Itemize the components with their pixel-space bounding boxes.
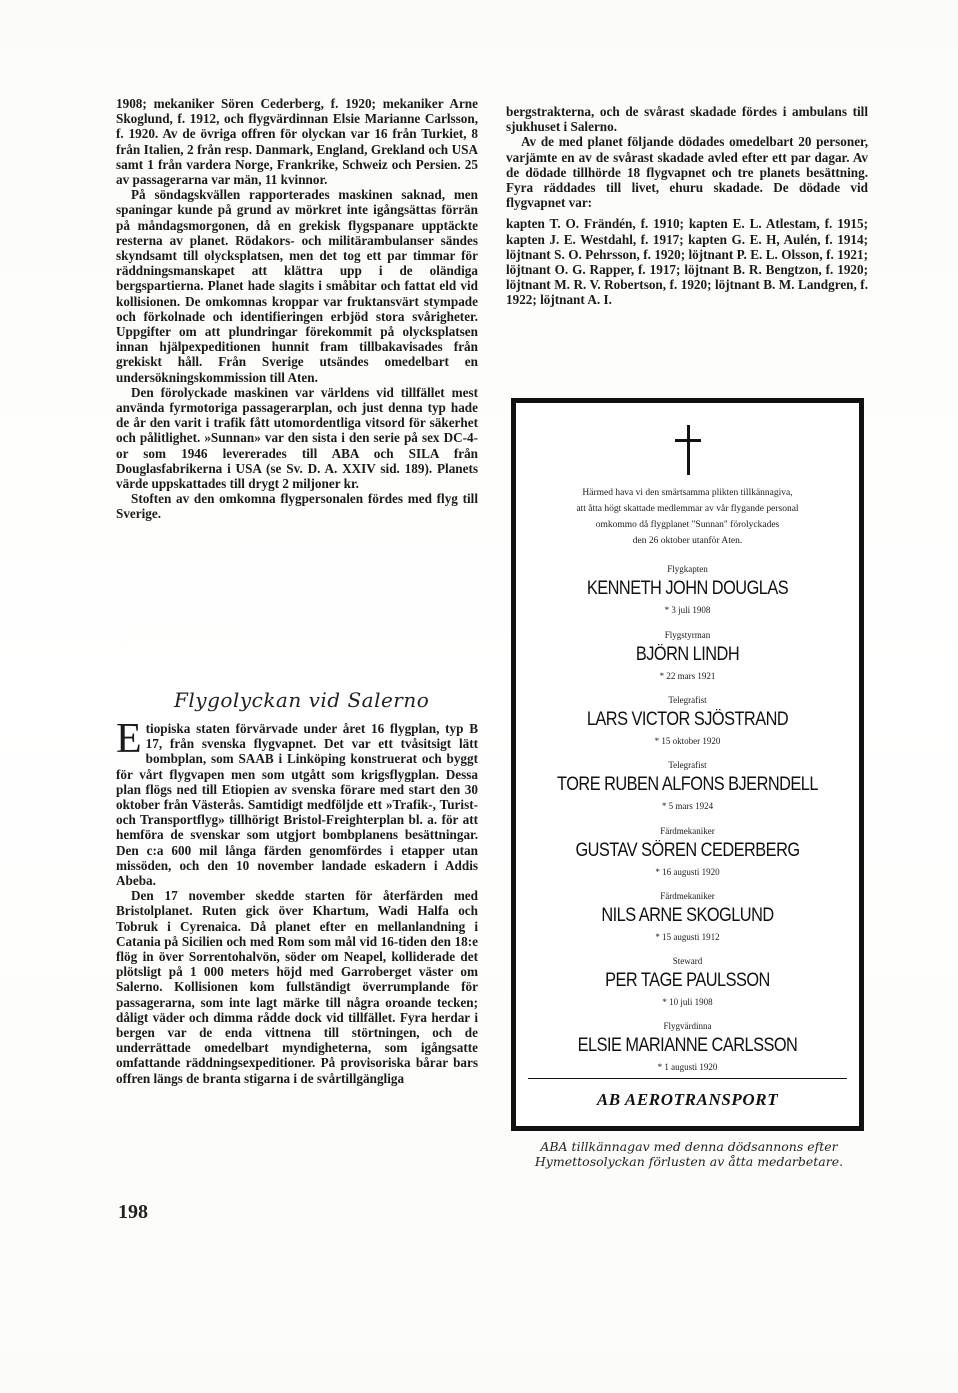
notice-person bbox=[516, 890, 859, 943]
left-paragraph-3: Den förolyckade maskinen var världens vid tillfället mest använda fyrmotoriga passagerarplan, och just denna typ hade de år den varit i trafik fått utomordentliga vitsord för säkerhet och pålitlighet. »Sunnan» var den sista i den serie på sex DC-4-or som 1946 levererades till ABA och SILA från Douglasfabrikerna i USA (se Sv. D. A. XXIV sid. 189). Planets värde uppskattades till drygt 2 miljoner kr. bbox=[116, 384, 478, 492]
person-role: Färdmekaniker bbox=[660, 826, 715, 836]
company-name: AB AEROTRANSPORT bbox=[596, 1090, 779, 1109]
right-column bbox=[506, 104, 868, 308]
notice-person bbox=[516, 759, 859, 812]
article-body bbox=[116, 716, 478, 1086]
right-paragraph-2: Av de med planet följande dödades omedelbart 20 personer, varjämte en av de svårast skadade avled efter ett par dagar. Av de dödade tillhörde 18 flygvapnet och tre planets besättning. Fyra räddades till livet, ehuru skadade. De dödade vid flygvapnet var: bbox=[506, 134, 868, 211]
person-role: Steward bbox=[672, 956, 703, 966]
left-column bbox=[116, 96, 478, 522]
left-paragraph-4: Stoften av den omkomna flygpersonalen fördes med flyg till Sverige. bbox=[116, 491, 478, 522]
notice-person bbox=[516, 629, 859, 682]
person-name: ELSIE MARIANNE CARLSSON bbox=[577, 1035, 798, 1056]
article-paragraph-1: tiopiska staten förvärvade under året 16 flygplan, typ B 17, från svenska flygvapnet. Det var ett tvåsitsigt lätt bombplan, som SAAB i Linköping konstruerat och byggt för vårt flygvapen men som utgått som krigsflygplan. Dessa plan flögs ned till Etiopien av svenska förare med start den 30 oktober från Västerås. Samtidigt medföljde ett »Trafik-, Turist- och Transportflyg» tillhörigt Bristol-Freighterplan bl. a. för att hemföra de svenskar som utgjort bombplanens besättningar. Den c:a 600 mil långa färden genomfördes i etapper utan missöden, och den 10 november landade eskadern i Addis Abeba. bbox=[116, 721, 478, 889]
cross-icon bbox=[516, 425, 859, 475]
notice-intro-line: omkommo då flygplanet "Sunnan" förolyckades bbox=[595, 520, 780, 530]
notice-caption: ABA tillkännagav med denna dödsannons efter Hymettosolyckan förlusten av åtta medarbetare. bbox=[534, 1139, 844, 1169]
person-born: * 16 augusti 1920 bbox=[655, 867, 720, 877]
notice-person bbox=[516, 563, 859, 616]
notice-divider bbox=[528, 1078, 847, 1079]
person-born: * 3 juli 1908 bbox=[664, 605, 711, 615]
notice-person bbox=[516, 1020, 859, 1073]
person-born: * 1 augusti 1920 bbox=[657, 1062, 718, 1072]
person-name: NILS ARNE SKOGLUND bbox=[601, 905, 774, 926]
notice-intro-line: den 26 oktober utanför Aten. bbox=[632, 536, 743, 546]
person-role: Färdmekaniker bbox=[660, 891, 715, 901]
death-notice bbox=[511, 398, 864, 1131]
notice-person bbox=[516, 955, 859, 1008]
person-role: Flygvärdinna bbox=[663, 1021, 712, 1031]
person-role: Telegrafist bbox=[668, 760, 707, 770]
article-heading: Flygolyckan vid Salerno bbox=[174, 688, 430, 712]
person-born: * 5 mars 1924 bbox=[661, 801, 714, 811]
person-name: BJÖRN LINDH bbox=[635, 644, 740, 665]
person-born: * 10 juli 1908 bbox=[662, 997, 713, 1007]
person-born: * 15 augusti 1912 bbox=[655, 932, 720, 942]
drop-cap: E bbox=[116, 716, 142, 762]
notice-person bbox=[516, 825, 859, 878]
person-name: KENNETH JOHN DOUGLAS bbox=[586, 578, 789, 599]
notice-intro bbox=[536, 485, 839, 549]
page-number: 198 bbox=[118, 1201, 148, 1223]
person-name: GUSTAV SÖREN CEDERBERG bbox=[575, 840, 800, 861]
right-paragraph-1: bergstrakterna, och de svårast skadade fördes i ambulans till sjukhuset i Salerno. bbox=[506, 104, 868, 135]
person-name: LARS VICTOR SJÖSTRAND bbox=[586, 709, 789, 730]
person-born: * 15 oktober 1920 bbox=[654, 736, 721, 746]
article-paragraph-2: Den 17 november skedde starten för återfärden med Bristolplanet. Ruten gick över Khartum, Wadi Halfa och Tobruk i Cyrenaica. Då planet efter en mellanlandning i Catania på Sicilien och med Rom som mål vid 16-tiden den 18:e flög in över Sorrentohalvön, söder om Neapel, kolliderade det plötsligt på 1 000 meters höjd med Garroberget väster om Salerno. Kollisionen kom fullständigt överrumplande för passagerarna, som inte lagt märke till några oroande tecken; dåligt väder och dimma rådde dock vid tillfället. Fyra herdar i bergen var de enda vittnena till störtningen, och de underrättade omedelbart myndigheterna, som igångsatte omfattande räddningsexpeditioner. På provisoriska bårar bars offren längs de branta stigarna i de svårtillgängliga bbox=[116, 888, 478, 1086]
person-name: TORE RUBEN ALFONS BJERNDELL bbox=[557, 774, 818, 795]
person-role: Flygstyrman bbox=[664, 630, 711, 640]
person-role: Telegrafist bbox=[668, 695, 707, 705]
left-paragraph-2: På söndagskvällen rapporterades maskinen saknad, men spaningar kunde på grund av mörkret inte igångsättas förrän på måndagsmorgonen, då en grekisk flygspanare upptäckte resterna av planet. Rödakors- och militärambulanser sändes skyndsamt till olycksplatsen, men det tog ett par timmar för räddningsmanskapet att klättra upp i de oländiga bergspartierna. Planet hade slagits i småbitar och fattat eld vid kollisionen. De omkomnas kroppar var fruktansvärt stympade och förkolnade och identifieringen erbjöd stora svårigheter. Uppgifter om att plundringar förekommit på olycksplatsen innan hjälpexpeditionen hunnit fram tillbakavisades från grekiskt håll. Från Sverige utsändes omedelbart en undersökningskommission till Aten. bbox=[116, 187, 478, 385]
person-name: PER TAGE PAULSSON bbox=[605, 970, 770, 991]
person-role: Flygkapten bbox=[667, 564, 708, 574]
notice-person bbox=[516, 694, 859, 747]
left-paragraph-1: 1908; mekaniker Sören Cederberg, f. 1920; mekaniker Arne Skoglund, f. 1912, och flygvärdinnan Elsie Marianne Carlsson, f. 1920. Av de övriga offren för olyckan var 16 från Turkiet, 8 från Italien, 2 från resp. Danmark, England, Grekland och USA samt 1 från vardera Norge, Frankrike, Schweiz och Persien. 25 av passagerarna var män, 11 kvinnor. bbox=[116, 96, 478, 188]
notice-intro-line: Härmed hava vi den smärtsamma plikten tillkännagiva, bbox=[582, 488, 793, 498]
person-born: * 22 mars 1921 bbox=[659, 671, 716, 681]
notice-intro-line: att åtta högt skattade medlemmar av vår flygande personal bbox=[576, 504, 799, 514]
casualty-list: kapten T. O. Frändén, f. 1910; kapten E. L. Atlestam, f. 1915; kapten J. E. Westdahl, f. 1917; kapten G. E. H, Aulén, f. 1914; löjtnant S. O. Pehrsson, f. 1920; löjtnant P. E. L. Olsson, f. 1921; löjtnant O. G. Rapper, f. 1917; löjtnant B. R. Bengtzon, f. 1920; löjtnant M. R. V. Robertson, f. 1920; löjtnant B. M. Landgren, f. 1922; löjtnant A. I. bbox=[506, 216, 868, 308]
